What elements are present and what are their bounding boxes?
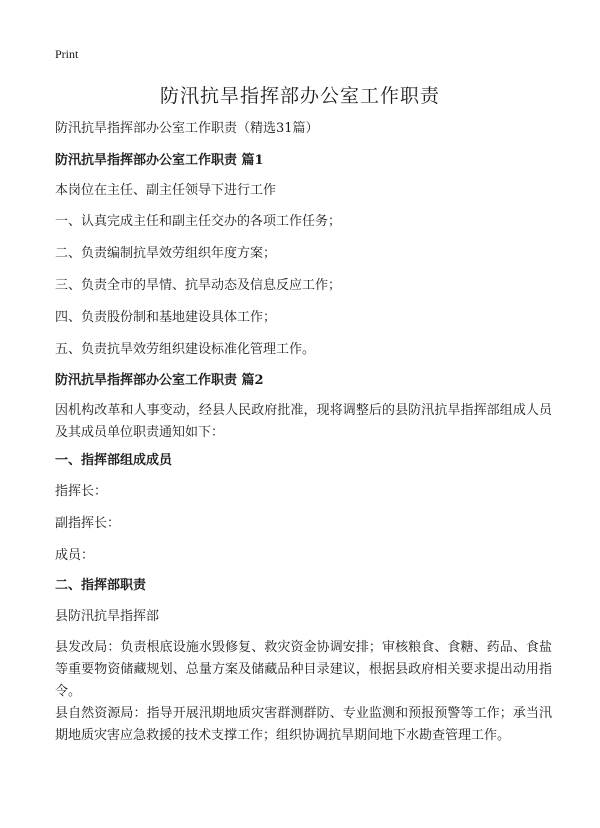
- duty-item: 四、负责股份制和基地建设具体工作；: [55, 310, 277, 325]
- section-1-intro: 本岗位在主任、副主任领导下进行工作: [55, 183, 277, 198]
- natural-resources-paragraph: 县自然资源局：指导开展汛期地质灾害群测群防、专业监测和预报预警等工作；承当汛期地质灾害应急救援的技术支撑工作；组织协调抗旱期间地下水勘查管理工作。: [55, 706, 552, 743]
- drc-paragraph: 县发改局：负责根底设施水毁修复、救灾资金协调安排；审核粮食、食糖、药品、食盐等重要物资储藏规划、总量方案及储藏品种目录建议，根据县政府相关要求提出动用指令。: [55, 640, 552, 699]
- duties-subheading: 二、指挥部职责: [55, 578, 147, 593]
- commander-label: 指挥长：: [55, 484, 108, 499]
- members-subheading: 一、指挥部组成成员: [55, 453, 173, 468]
- hq-name: 县防汛抗旱指挥部: [55, 609, 160, 624]
- members-label: 成员：: [55, 548, 95, 563]
- section-1-heading: 防汛抗旱指挥部办公室工作职责 篇1: [55, 153, 264, 168]
- duty-item: 二、负责编制抗旱效劳组织年度方案；: [55, 246, 277, 261]
- print-link[interactable]: Print: [55, 47, 79, 61]
- duty-item: 三、负责全市的旱情、抗旱动态及信息反应工作；: [55, 278, 342, 293]
- page-title: 防汛抗旱指挥部办公室工作职责: [159, 85, 440, 107]
- document-subtitle: 防汛抗旱指挥部办公室工作职责（精选31篇）: [55, 121, 319, 136]
- duty-item: 五、负责抗旱效劳组织建设标准化管理工作。: [55, 342, 316, 357]
- duty-item: 一、认真完成主任和副主任交办的各项工作任务；: [55, 214, 342, 229]
- section-2-heading: 防汛抗旱指挥部办公室工作职责 篇2: [55, 373, 264, 388]
- section-2-intro: 因机构改革和人事变动，经县人民政府批准，现将调整后的县防汛抗旱指挥部组成人员及其成员单位职责通知如下：: [55, 403, 552, 440]
- deputy-commander-label: 副指挥长：: [55, 516, 121, 531]
